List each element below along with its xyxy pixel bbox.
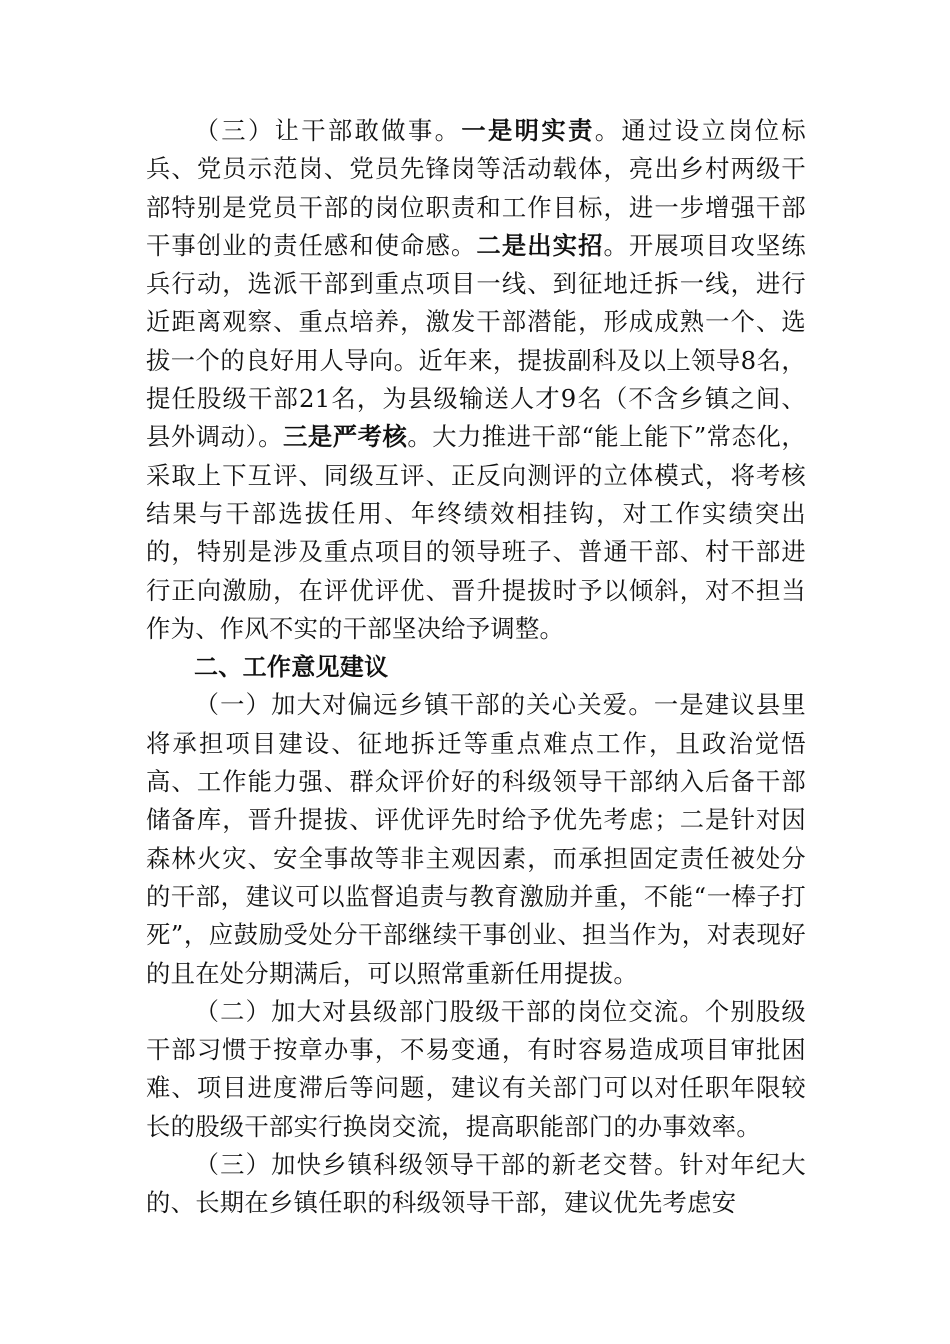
point-3-title: 三是严考核 [283, 422, 408, 452]
paragraph-suggestion-3: （三）加快乡镇科级领导干部的新老交替。针对年纪大的、长期在乡镇任职的科级领导干部，建议优先考虑安 [146, 1150, 806, 1218]
point-1-title: 一是明实责 [461, 116, 595, 145]
paragraph-section-3 [146, 112, 806, 648]
point-2-title: 二是出实招 [476, 230, 604, 260]
document-body [146, 112, 806, 1223]
section-heading: 二、工作意见建议 [194, 653, 389, 682]
point-1-text: 。通过设立岗位标兵、党员示范岗、党员先锋岗等活动载体，亮出乡村两级干部特别是党员干部的岗位职责和工作目标，进一步增强干部干事创业的责任感和使命感。 [146, 116, 807, 260]
paragraph-suggestion-2: （二）加大对县级部门股级干部的岗位交流。个别股级干部习惯于按章办事，不易变通，有时容易造成项目审批困难、项目进度滞后等问题，建议有关部门可以对任职年限较长的股级干部实行换岗交流，提高职能部门的办事效率。 [146, 996, 806, 1141]
section-3-lead: （三）让干部敢做事。 [194, 116, 462, 145]
point-2-text: 。开展项目攻坚练兵行动，选派干部到重点项目一线、到征地迁拆一线，进行近距离观察、重点培养，激发干部潜能，形成成熟一个、选拔一个的良好用人导向。近年来，提拔副科及以上领导8名，提任股级干部21名，为县级输送人才9名（不含乡镇之间、县外调动）。 [146, 230, 806, 452]
point-3-text: 。大力推进干部“能上能下”常态化，采取上下互评、同级互评、正反向测评的立体模式，将考核结果与干部选拔任用、年终绩效相挂钩，对工作实绩突出的，特别是涉及重点项目的领导班子、普通干部、村干部进行正向激励，在评优评优、晋升提拔时予以倾斜，对不担当作为、作风不实的干部坚决给予调整。 [146, 422, 806, 643]
paragraph-suggestion-1: （一）加大对偏远乡镇干部的关心关爱。一是建议县里将承担项目建设、征地拆迁等重点难点工作，且政治觉悟高、工作能力强、群众评价好的科级领导干部纳入后备干部储备库，晋升提拔、评优评先时给予优先考虑；二是针对因森林火灾、安全事故等非主观因素，而承担固定责任被处分的干部，建议可以监督追责与教育激励并重，不能“一棒子打死”，应鼓励受处分干部继续干事创业、担当作为，对表现好的且在处分期满后，可以照常重新任用提拔。 [146, 690, 806, 988]
